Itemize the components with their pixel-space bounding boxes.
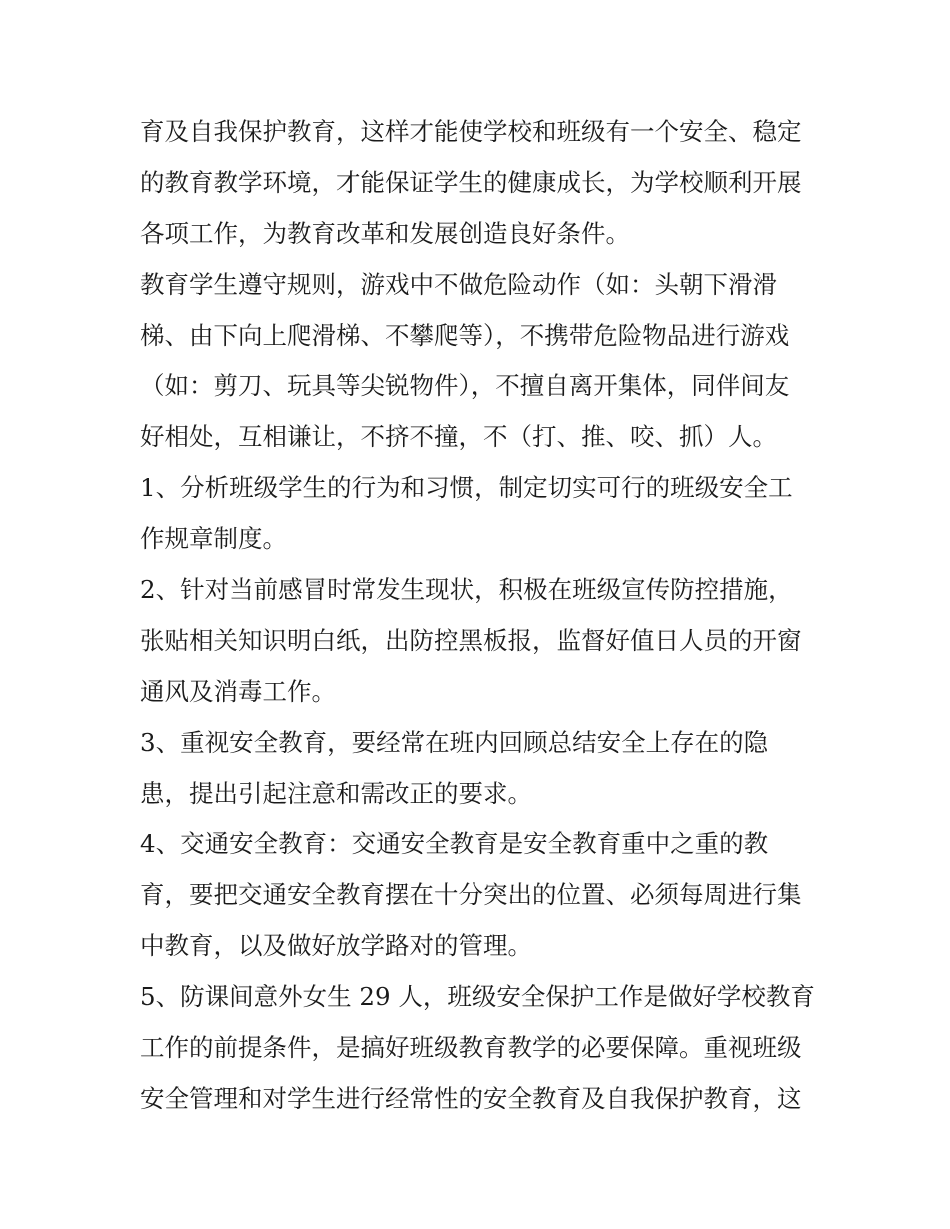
paragraph-item-4 xyxy=(140,819,815,972)
text-line: 各项工作，为教育改革和发展创造良好条件。 xyxy=(140,218,630,248)
text-line: 通风及消毒工作。 xyxy=(140,676,336,706)
text-line: （如：剪刀、玩具等尖锐物件），不擅自离开集体，同伴间友 xyxy=(140,371,790,401)
paragraph-item-5 xyxy=(140,972,815,1125)
text-line: 患，提出引起注意和需改正的要求。 xyxy=(140,778,532,808)
paragraph-item-3 xyxy=(140,718,815,820)
paragraph-item-1 xyxy=(140,463,815,565)
text-line: 3、重视安全教育，要经常在班内回顾总结安全上存在的隐 xyxy=(140,727,769,757)
text-line: 工作的前提条件，是搞好班级教育教学的必要保障。重视班级 xyxy=(140,1033,802,1063)
paragraph-intro-continuation xyxy=(140,107,815,260)
text-line: 安全管理和对学生进行经常性的安全教育及自我保护教育，这 xyxy=(140,1083,802,1113)
text-line: 1、分析班级学生的行为和习惯，制定切实可行的班级安全工 xyxy=(140,473,793,503)
paragraph-item-2 xyxy=(140,565,815,718)
text-line: 4、交通安全教育：交通安全教育是安全教育重中之重的教 xyxy=(140,829,769,859)
text-line: 育及自我保护教育，这样才能使学校和班级有一个安全、稳定 xyxy=(140,117,802,146)
text-line: 教育学生遵守规则，游戏中不做危险动作（如：头朝下滑滑 xyxy=(140,269,777,299)
text-line: 好相处，互相谦让，不挤不撞，不（打、推、咬、抓）人。 xyxy=(140,422,777,452)
text-line: 育，要把交通安全教育摆在十分突出的位置、必须每周进行集 xyxy=(140,880,802,910)
text-line: 2、针对当前感冒时常发生现状，积极在班级宣传防控措施， xyxy=(140,575,793,605)
text-line: 梯、由下向上爬滑梯、不攀爬等），不携带危险物品进行游戏 xyxy=(140,320,790,350)
paragraph-game-rules xyxy=(140,260,815,464)
text-line: 中教育，以及做好放学路对的管理。 xyxy=(140,931,532,961)
text-line: 作规章制度。 xyxy=(140,524,287,554)
text-line: 张贴相关知识明白纸，出防控黑板报，监督好值日人员的开窗 xyxy=(140,625,802,655)
text-line: 5、防课间意外女生 29 人，班级安全保护工作是做好学校教育 xyxy=(140,982,815,1012)
document-body xyxy=(140,107,815,1125)
text-line: 的教育教学环境，才能保证学生的健康成长，为学校顺利开展 xyxy=(140,167,802,197)
